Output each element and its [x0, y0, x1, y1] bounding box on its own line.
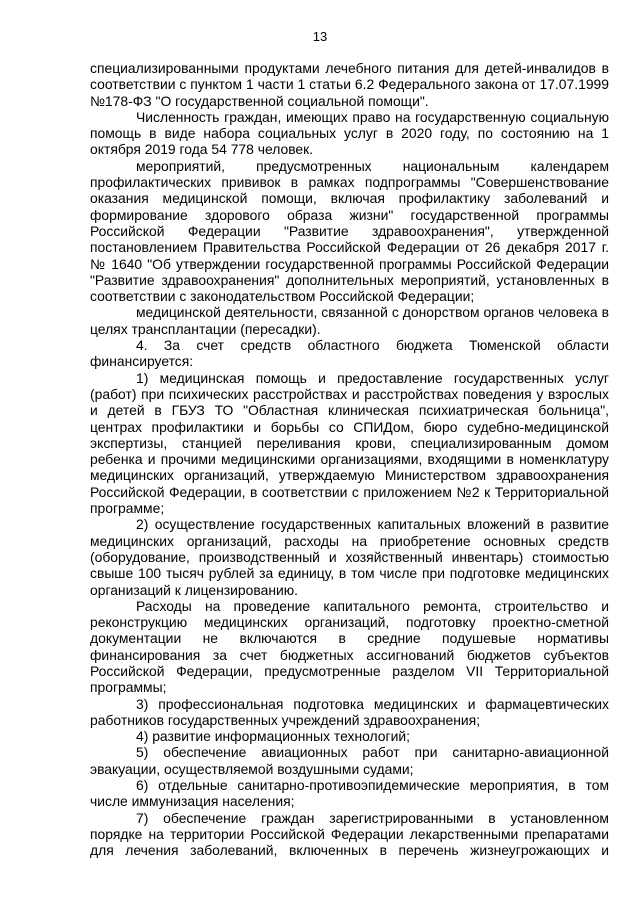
- paragraph-item-1-mental-health: 1) медицинская помощь и предоставление государственных услуг (работ) при психических расстройствах и расстройствах поведения у взрослых и детей в ГБУЗ ТО "Областная клиническая психиатрическая больница", центрах профилактики и борьбы со СПИДом, бюро судебно-медицинской экспертизы, станцией переливания крови, специализированным домом ребенка и прочими медицинскими организациями, входящими в номенклатуру медицинских организаций, утверждаемую Министерством здравоохранения Российской Федерации, в соответствии с приложением №2 к Территориальной программе;: [90, 369, 609, 517]
- paragraph-item-6-sanitary: 6) отдельные санитарно-противоэпидемические мероприятия, в том числе иммунизация населения;: [90, 777, 609, 810]
- paragraph-item-4-it: 4) развитие информационных технологий;: [136, 728, 410, 745]
- paragraph-item-7-medicines: 7) обеспечение граждан зарегистрированными в установленном порядке на территории Российской Федерации лекарственными препаратами для лечения заболеваний, включенных в перечень жизнеугрожающих и: [90, 809, 609, 859]
- paragraph-capital-repair-expenses: Расходы на проведение капитального ремонта, строительство и реконструкцию медицинских организаций, подготовку проектно-сметной документации не включаются в средние подушевые нормативы финансирования за счет бюджетных ассигнований бюджетов субъектов Российской Федерации, предусмотренные разделом VII Территориальной программы;: [90, 597, 609, 696]
- paragraph-vaccination-measures: мероприятий, предусмотренных национальным календарем профилактических прививок в рамках подпрограммы "Совершенствование оказания медицинской помощи, включая профилактику заболеваний и формирование здорового образа жизни" государственной программы Российской Федерации "Развитие здравоохранения", утвержденной постановлением Правительства Российской Федерации от 26 декабря 2017 г. № 1640 "Об утверждении государственной программы Российской Федерации "Развитие здравоохранения" дополнительных мероприятий, установленных в соответствии с законодательством Российской Федерации;: [90, 157, 609, 305]
- paragraph-item-2-capital-investments: 2) осуществление государственных капитальных вложений в развитие медицинских организаций, расходы на приобретение основных средств (оборудование, производственный и хозяйственный инвентарь) стоимостью свыше 100 тысяч рублей за единицу, в том числе при подготовке медицинских организаций к лицензированию.: [90, 516, 609, 598]
- paragraph-item-5-air-evacuation: 5) обеспечение авиационных работ при санитарно-авиационной эвакуации, осуществляемой воздушными судами;: [90, 744, 609, 777]
- page-number: 13: [312, 29, 328, 44]
- paragraph-organ-donation: медицинской деятельности, связанной с донорством органов человека в целях трансплантации (пересадки).: [90, 304, 609, 337]
- paragraph-dietary-products: специализированными продуктами лечебного питания для детей-инвалидов в соответствии с пунктом 1 части 1 статьи 6.2 Федерального закона от 17.07.1999 №178-ФЗ "О государственной социальной помощи".: [90, 60, 609, 109]
- document-body: [90, 60, 609, 859]
- paragraph-item-3-training: 3) профессиональная подготовка медицинских и фармацевтических работников государственных учреждений здравоохранения;: [90, 695, 609, 728]
- paragraph-regional-budget-heading: 4. За счет средств областного бюджета Тюменской области финансируется:: [90, 337, 609, 370]
- paragraph-citizens-count: Численность граждан, имеющих право на государственную социальную помощь в виде набора социальных услуг в 2020 году, по состоянию на 1 октября 2019 года 54 778 человек.: [90, 108, 609, 158]
